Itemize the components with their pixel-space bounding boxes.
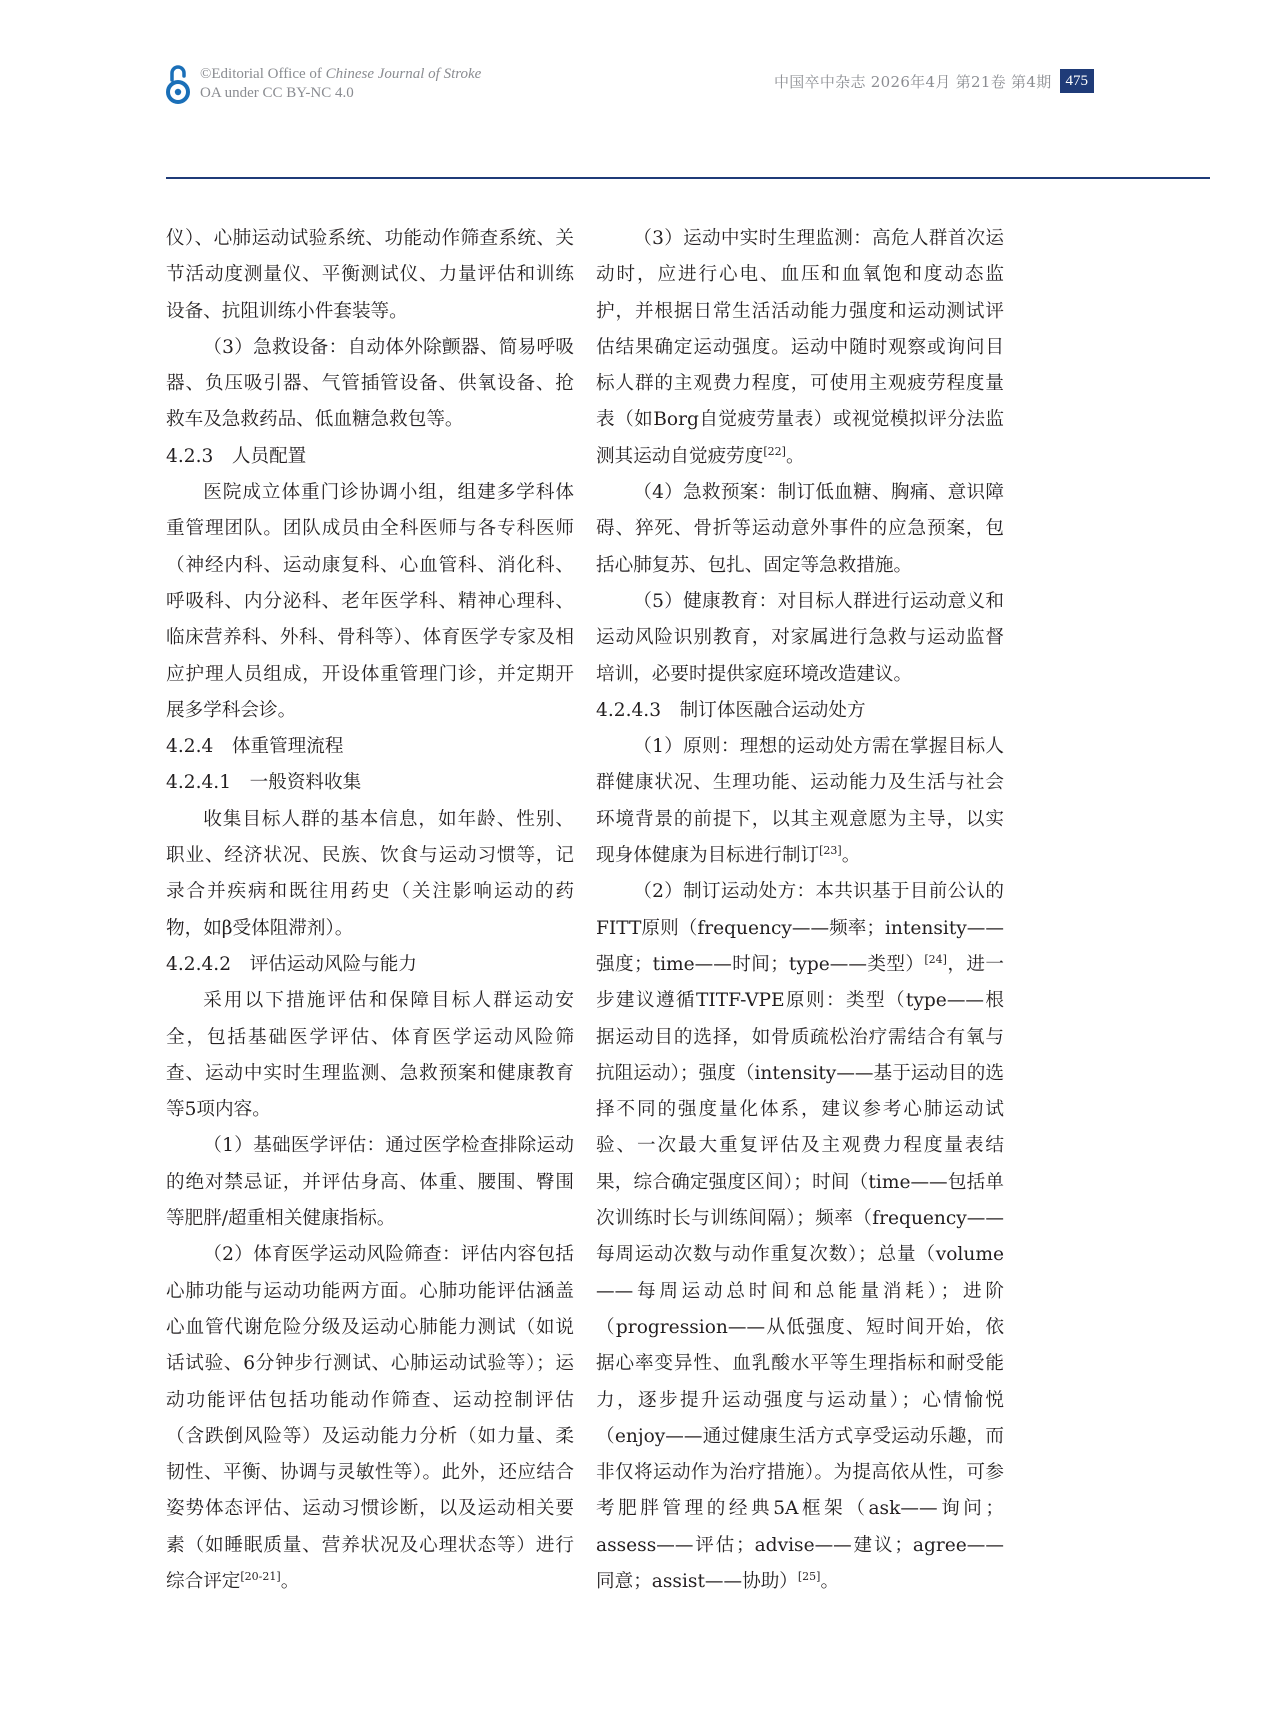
paragraph: （2）体育医学运动风险筛查：评估内容包括心肺功能与运动功能两方面。心肺功能评估涵盖心血管代谢危险分级及运动心肺能力测试（如说话试验、6分钟步行测试、心肺运动试验等）；运动功能评估包括功能动作筛查、运动控制评估（含跌倒风险等）及运动能力分析（如力量、柔韧性、平衡、协调与灵敏性等）。此外，还应结合姿势体态评估、运动习惯诊断，以及运动相关要素（如睡眠质量、营养状况及心理状态等）进行综合评定[20-21]。: [166, 1244, 574, 1592]
paragraph: （2）制订运动处方：本共识基于目前公认的FITT原则（frequency——频率；intensity——强度；time——时间；type——类型）[24]，进一步建议遵循TITF-VPE原则：类型（type——根据运动目的选择，如骨质疏松治疗需结合有氧与抗阻运动）；强度（intensity——基于运动目的选择不同的强度量化体系，建议参考心肺运动试验、一次最大重复评估及主观费力程度量表结果，综合确定强度区间）；时间（time——包括单次训练时长与训练间隔）；频率（frequency——每周运动次数与动作重复次数）；总量（volume——每周运动总时间和总能量消耗）；进阶（progression——从低强度、短时间开始，依据心率变异性、血乳酸水平等生理指标和耐受能力，逐步提升运动强度与运动量）；心情愉悦（enjoy——通过健康生活方式享受运动乐趣，而非仅将运动作为治疗措施）。为提高依从性，可参考肥胖管理的经典5A框架（ask——询问；assess——评估；advise——建议；agree——同意；assist——协助）[25]。: [596, 881, 1004, 1592]
section-heading: 4.2.4 体重管理流程: [166, 736, 344, 758]
citation-ref[interactable]: [23]: [819, 843, 842, 857]
paragraph: 仪）、心肺运动试验系统、功能动作筛查系统、关节活动度测量仪、平衡测试仪、力量评估和训练设备、抗阻训练小件套装等。: [166, 228, 574, 322]
paragraph: （1）基础医学评估：通过医学检查排除运动的绝对禁忌证，并评估身高、体重、腰围、臀围等肥胖/超重相关健康指标。: [166, 1135, 574, 1230]
page-number: 475: [1060, 69, 1095, 93]
paragraph: （3）运动中实时生理监测：高危人群首次运动时，应进行心电、血压和血氧饱和度动态监护，并根据日常生活活动能力强度和运动测试评估结果确定运动强度。运动中随时观察或询问目标人群的主观费力程度，可使用主观疲劳程度量表（如Borg自觉疲劳量表）或视觉模拟评分法监测其运动自觉疲劳度[22]。: [596, 228, 1004, 467]
open-access-lock-icon: [166, 62, 190, 106]
paragraph: 采用以下措施评估和保障目标人群运动安全，包括基础医学评估、体育医学运动风险筛查、运动中实时生理监测、急救预案和健康教育等5项内容。: [166, 990, 574, 1121]
license-line: OA under CC BY-NC 4.0: [200, 85, 354, 101]
paragraph: （3）急救设备：自动体外除颤器、简易呼吸器、负压吸引器、气管插管设备、供氧设备、抢救车及急救药品、低血糖急救包等。: [166, 336, 574, 431]
left-column: [166, 221, 574, 1600]
journal-name: Chinese Journal of Stroke: [325, 66, 482, 82]
right-column: [596, 221, 1004, 1600]
paragraph: 收集目标人群的基本信息，如年龄、性别、职业、经济状况、民族、饮食与运动习惯等，记录合并疾病和既往用药史（关注影响运动的药物，如β受体阻滞剂）。: [166, 808, 574, 939]
paragraph: （1）原则：理想的运动处方需在掌握目标人群健康状况、生理功能、运动能力及生活与社会环境背景的前提下，以其主观意愿为主导，以实现身体健康为目标进行制订[23]。: [596, 736, 1004, 867]
section-heading: 4.2.4.1 一般资料收集: [166, 772, 362, 794]
paragraph: 医院成立体重门诊协调小组，组建多学科体重管理团队。团队成员由全科医师与各专科医师（神经内科、运动康复科、心血管科、消化科、呼吸科、内分泌科、老年医学科、精神心理科、临床营养科、外科、骨科等）、体育医学专家及相应护理人员组成，开设体重管理门诊，并定期开展多学科会诊。: [166, 482, 574, 721]
section-heading: 4.2.3 人员配置: [166, 445, 307, 467]
journal-issue-info: 中国卒中杂志 2026年4月 第21卷 第4期: [773, 72, 1052, 91]
section-heading: 4.2.4.2 评估运动风险与能力: [166, 953, 417, 975]
journal-header-right: [774, 69, 1094, 93]
section-heading: 4.2.4.3 制订体医融合运动处方: [596, 699, 866, 721]
citation-ref[interactable]: [20-21]: [240, 1569, 281, 1583]
citation-ref[interactable]: [25]: [797, 1569, 821, 1583]
paragraph: （4）急救预案：制订低血糖、胸痛、意识障碍、猝死、骨折等运动意外事件的应急预案，包括心肺复苏、包扎、固定等急救措施。: [596, 482, 1004, 576]
citation-ref[interactable]: [24]: [924, 952, 947, 966]
header-rule: [166, 177, 1210, 179]
journal-header-left: [166, 62, 481, 106]
paragraph: （5）健康教育：对目标人群进行运动意义和运动风险识别教育，对家属进行急救与运动监督培训，必要时提供家庭环境改造建议。: [596, 590, 1004, 685]
copyright-line: ©Editorial Office of Chinese Journal of Stroke: [200, 66, 482, 82]
citation-ref[interactable]: [22]: [763, 444, 786, 458]
